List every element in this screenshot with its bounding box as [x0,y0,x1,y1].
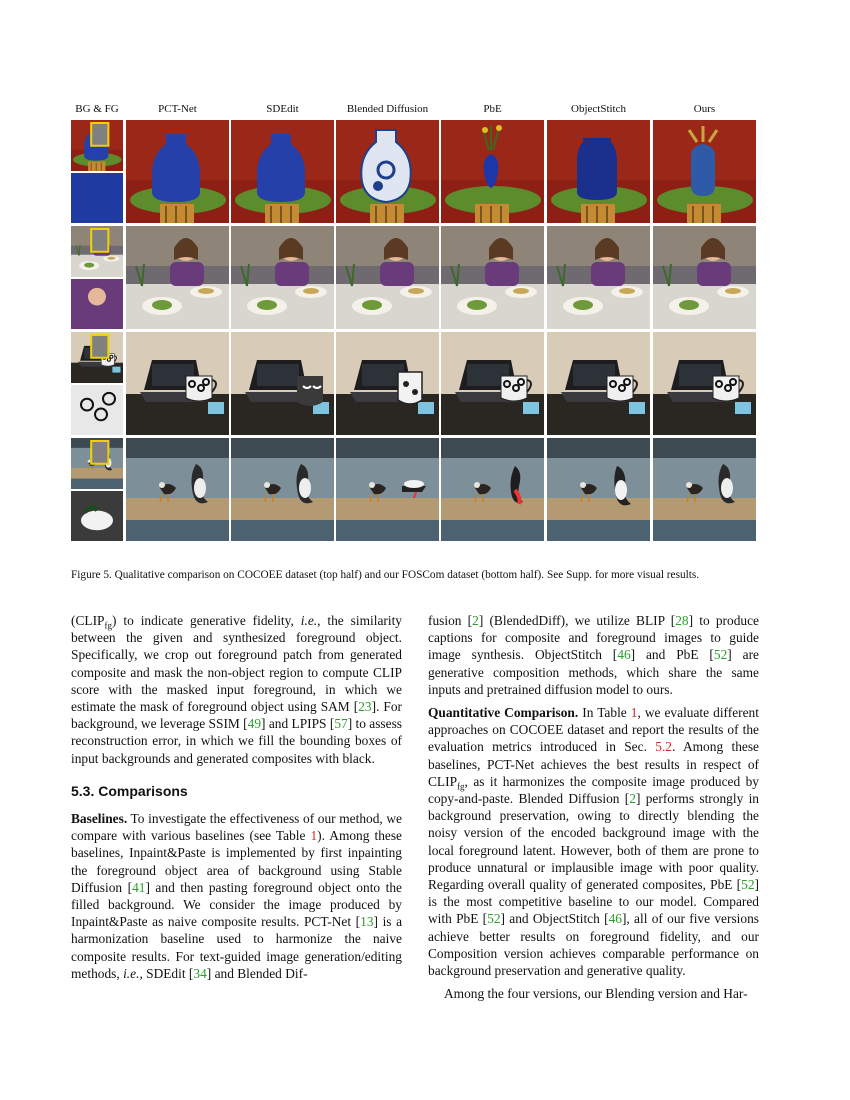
result-image-birds-5 [547,438,650,541]
result-image-dinner-4 [441,226,544,329]
result-image-laptop-mug-2 [231,332,334,435]
result-image-laptop-mug-6 [653,332,756,435]
column-header-sdedit: SDEdit [266,103,299,115]
foreground-input-dinner [71,279,123,329]
result-image-dinner-5 [547,226,650,329]
result-image-vase-4 [441,120,544,223]
result-image-dinner-6 [653,226,756,329]
column-headers [71,101,758,119]
column-header-ours: Ours [693,103,716,115]
result-image-dinner-1 [126,226,229,329]
result-image-birds-4 [441,438,544,541]
column-header-blended-diffusion: Blended Diffusion [346,103,429,115]
paragraph-baselines: Baselines. To investigate the effectiveness of our method, we compare with various baselines (see Table 1). Among these baselines, Inpaint&Paste is implemented by first inpainting the foreground object area of background using Stable Diffusion [41] and then pasting foreground object onto the filled background. We consider the image produced by Inpaint&Paste as naive composite results. PCT-Net [13] is a harmonization baseline used to harmonize the naive composite results. For text-guided image generation/editing methods, i.e., SDEdit [34] and Blended Dif- [71,811,403,981]
background-input-dinner [71,226,123,277]
foreground-input-vase [71,173,123,223]
result-image-vase-2 [231,120,334,223]
result-image-dinner-3 [336,226,439,329]
background-input-vase [71,120,123,171]
result-image-laptop-mug-1 [126,332,229,435]
column-header-pbe: PbE [483,103,502,115]
result-image-birds-2 [231,438,334,541]
column-header-pct-net: PCT-Net [158,103,197,115]
paragraph: fusion [2] (BlendedDiff), we utilize BLIP [28] to produce captions for composite and foreground images to guide image synthesis. ObjectStitch [46] and PbE [52] are generative composition methods, which share the same inputs and pretrained diffusion model to ours. [428,613,759,697]
result-image-birds-6 [653,438,756,541]
paragraph: Among the four versions, our Blending version and Har- [444,986,748,1002]
column-header-objectstitch: ObjectStitch [571,103,626,115]
foreground-input-birds [71,491,123,541]
result-image-birds-1 [126,438,229,541]
result-image-laptop-mug-4 [441,332,544,435]
figure-caption: Figure 5. Qualitative comparison on COCOEE dataset (top half) and our FOSCom dataset (bottom half). See Supp. for more visual results. [71,569,700,581]
column-header-bg-fg: BG & FG [75,103,119,115]
section-heading: 5.3. Comparisons [71,782,188,799]
result-image-birds-3 [336,438,439,541]
result-image-vase-5 [547,120,650,223]
paragraph-quantitative-comparison: Quantitative Comparison. In Table 1, we evaluate different approaches on COCOEE dataset and report the results of the evaluation metrics introduced in Sec. 5.2. Among these baselines, PCT-Net achieves the best results in respect of $CLIP_{fg}$, as it harmonizes the composite image produced by copy-and-paste. Blended Diffusion [2] performs strongly in background preservation, owing to directly blending the noisy version of the encoded background image with the local foreground latent. However, both of them are prone to produce unnatural or implausible image with poor quality. Regarding overall quality of generated composites, PbE [52] is the most competitive baseline to our model. Compared with PbE [52] and ObjectStitch [46], all of our five versions achieve better results on foreground fidelity, and our Composition version achieves comparable performance on background preservation and generative quality. [428,705,759,979]
result-image-vase-6 [653,120,756,223]
result-image-vase-3 [336,120,439,223]
left-column [71,612,402,982]
foreground-input-laptop-mug [71,385,123,435]
paragraph: $(CLIP_{fg})$ to indicate generative fidelity, i.e., the similarity between the given and synthesized foreground object. Specifically, we crop out foreground patch from generated composite and mask the non-object region to compute CLIP score with the masked input foreground, in which we estimate the mask of foreground object using SAM [23]. For background, we leverage SSIM [49] and LPIPS [57] to assess reconstruction error, in which we fill the bounding boxes of input backgrounds and generated composites with black. [71,613,403,766]
result-image-laptop-mug-5 [547,332,650,435]
right-column [428,612,759,1002]
background-input-laptop-mug [71,332,123,383]
result-image-laptop-mug-3 [336,332,439,435]
image-grid [71,120,758,542]
background-input-birds [71,438,123,489]
result-image-vase-1 [126,120,229,223]
result-image-dinner-2 [231,226,334,329]
